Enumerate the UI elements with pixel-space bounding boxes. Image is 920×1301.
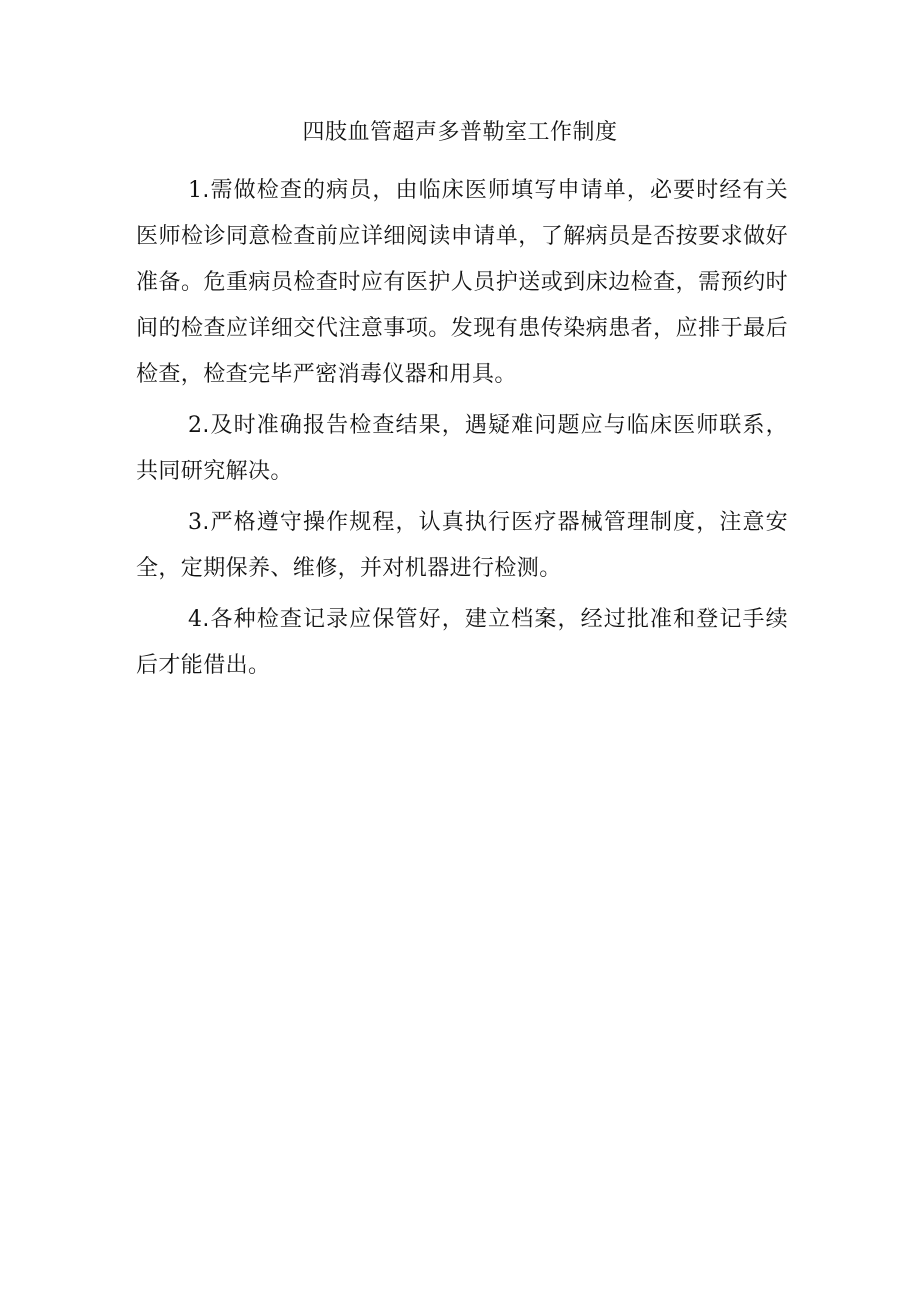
paragraph-number: 3: [188, 510, 203, 535]
paragraph-number: 2: [188, 413, 203, 438]
paragraph-text: .及时准确报告检查结果，遇疑难问题应与临床医师联系，共同研究解决。: [136, 413, 788, 484]
document-body: [136, 168, 788, 694]
paragraph-1: [136, 168, 788, 398]
document-title: 四肢血管超声多普勒室工作制度: [302, 120, 618, 145]
paragraph-number: 1: [188, 178, 203, 203]
paragraph-number: 4: [188, 607, 203, 632]
paragraph-text: .严格遵守操作规程，认真执行医疗器械管理制度，注意安全，定期保养、维修，并对机器进行检测。: [136, 510, 788, 581]
paragraph-2: [136, 403, 788, 495]
paragraph-4: [136, 597, 788, 689]
paragraph-text: .各种检查记录应保管好，建立档案，经过批准和登记手续后才能借出。: [136, 607, 788, 678]
paragraph-text: .需做检查的病员，由临床医师填写申请单，必要时经有关医师检诊同意检查前应详细阅读申请单，了解病员是否按要求做好准备。危重病员检查时应有医护人员护送或到床边检查，需预约时间的检查应详细交代注意事项。发现有患传染病患者，应排于最后检查，检查完毕严密消毒仪器和用具。: [136, 178, 788, 387]
paragraph-3: [136, 500, 788, 592]
